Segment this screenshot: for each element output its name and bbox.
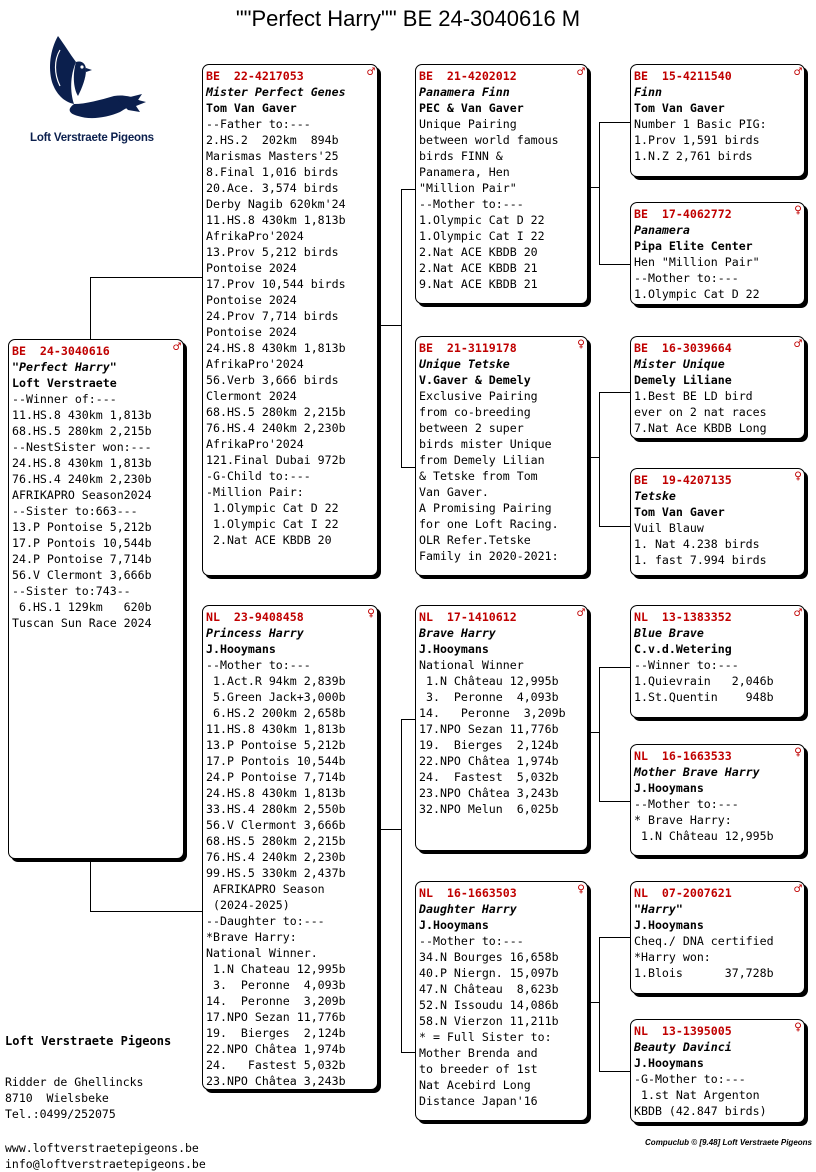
performance-line: 11.HS.8 430km 1,813b xyxy=(206,722,346,736)
performance-line: AfrikaPro'2024 xyxy=(206,437,304,451)
performance-line: 1.N.Z 2,761 birds xyxy=(634,149,753,163)
owner-name: J.Hooymans xyxy=(419,918,489,932)
performance-line: 47.N Château 8,623b xyxy=(419,982,559,996)
performance-line: 3. Peronne 4,093b xyxy=(206,978,346,992)
performance-line: Family in 2020-2021: xyxy=(419,549,559,563)
pedigree-card-dam-sire xyxy=(415,605,588,851)
performance-line: 6.HS.1 129km 620b xyxy=(12,600,152,614)
performance-line: KBDB (42.847 birds) xyxy=(634,1104,767,1118)
pigeon-name: Beauty Davinci xyxy=(634,1040,732,1054)
owner-name: J.Hooymans xyxy=(634,918,704,932)
pigeon-name: "Harry" xyxy=(634,902,683,916)
performance-line: 24.P Pontoise 7,714b xyxy=(12,552,152,566)
ring-number: BE 16-3039664 xyxy=(634,341,732,355)
performance-line: 11.HS.8 430km 1,813b xyxy=(206,213,346,227)
performance-line: Van Gaver. xyxy=(419,485,489,499)
connector-line xyxy=(599,392,632,393)
sex-symbol-icon: ♂ xyxy=(367,65,375,80)
performance-line: 68.HS.5 280km 2,215b xyxy=(206,834,346,848)
performance-line: Panamera, Hen xyxy=(419,165,510,179)
pigeon-name: Finn xyxy=(634,85,662,99)
footer-loft-name: Loft Verstraete Pigeons xyxy=(5,1034,172,1048)
performance-line: 56.V Clermont 3,666b xyxy=(12,568,152,582)
performance-line: 32.NPO Melun 6,025b xyxy=(419,802,559,816)
footer-address xyxy=(5,1058,143,1122)
ring-number: BE 24-3040616 xyxy=(12,344,110,358)
sex-symbol-icon: ♀ xyxy=(577,337,585,352)
performance-line: between world famous xyxy=(419,133,559,147)
performance-line: from co-breeding xyxy=(419,405,531,419)
ring-number: NL 13-1395005 xyxy=(634,1024,732,1038)
performance-line: 1.Prov 1,591 birds xyxy=(634,133,760,147)
ring-number: NL 13-1383352 xyxy=(634,610,732,624)
performance-line: --Mother to:--- xyxy=(634,797,739,811)
pigeon-name: Unique Tetske xyxy=(419,357,510,371)
performance-line: -G-Child to:--- xyxy=(206,469,311,483)
owner-name: J.Hooymans xyxy=(206,642,276,656)
pigeon-name: Mother Brave Harry xyxy=(634,765,760,779)
performance-line: 17.NPO Sezan 11,776b xyxy=(206,1010,346,1024)
owner-name: C.v.d.Wetering xyxy=(634,642,732,656)
performance-line: Pontoise 2024 xyxy=(206,325,297,339)
performance-line: 11.HS.8 430km 1,813b xyxy=(12,408,152,422)
performance-line: 24. Fastest 5,032b xyxy=(419,770,559,784)
performance-line: 14. Peronne 3,209b xyxy=(206,994,346,1008)
performance-line: 24.HS.8 430km 1,813b xyxy=(206,341,346,355)
connector-line xyxy=(599,801,632,802)
performance-line: *Brave Harry: xyxy=(206,930,297,944)
pigeon-name: Panamera Finn xyxy=(419,85,510,99)
performance-line: 8.Final 1,016 birds xyxy=(206,165,339,179)
ring-number: BE 22-4217053 xyxy=(206,69,304,83)
owner-name: Pipa Elite Center xyxy=(634,239,753,253)
connector-line xyxy=(599,264,632,265)
performance-line: 1.Quievrain 2,046b xyxy=(634,674,774,688)
performance-line: --Winner of:--- xyxy=(12,392,117,406)
performance-line: --Winner to:--- xyxy=(634,658,739,672)
ring-number: BE 19-4207135 xyxy=(634,473,732,487)
pedigree-card-sdd xyxy=(630,468,805,576)
performance-line: AFRIKAPRO Season xyxy=(206,882,325,896)
performance-line: 17.P Pontois 10,544b xyxy=(12,536,152,550)
performance-line: 1.St.Quentin 948b xyxy=(634,690,774,704)
email-link[interactable]: info@loftverstraetepigeons.be xyxy=(5,1157,206,1171)
connector-line xyxy=(380,829,402,830)
performance-line: Derby Nagib 620km'24 xyxy=(206,197,346,211)
connector-line xyxy=(599,122,600,265)
sex-symbol-icon: ♀ xyxy=(794,203,802,218)
sex-symbol-icon: ♀ xyxy=(794,469,802,484)
performance-line: Cheq./ DNA certified xyxy=(634,934,774,948)
pedigree-card-ssd xyxy=(630,202,805,305)
ring-number: NL 23-9408458 xyxy=(206,610,304,624)
performance-line: 17.NPO Sezan 11,776b xyxy=(419,722,559,736)
performance-line: --NestSister won:--- xyxy=(12,440,152,454)
pigeon-name: Daughter Harry xyxy=(419,902,517,916)
owner-name: J.Hooymans xyxy=(419,642,489,656)
performance-line: * = Full Sister to: xyxy=(419,1030,552,1044)
performance-line: birds FINN & xyxy=(419,149,503,163)
pigeon-name: Mister Unique xyxy=(634,357,725,371)
sex-symbol-icon: ♂ xyxy=(173,340,181,355)
performance-line: ever on 2 nat races xyxy=(634,405,767,419)
connector-line xyxy=(401,719,402,1053)
performance-line: 19. Bierges 2,124b xyxy=(419,738,559,752)
performance-line: Number 1 Basic PIG: xyxy=(634,117,767,131)
pigeon-name: Brave Harry xyxy=(419,626,496,640)
owner-name: V.Gaver & Demely xyxy=(419,373,531,387)
owner-name: Loft Verstraete xyxy=(12,376,117,390)
connector-line xyxy=(90,277,91,339)
pedigree-card-dds xyxy=(630,881,805,994)
sex-symbol-icon: ♀ xyxy=(577,882,585,897)
connector-line xyxy=(90,277,204,278)
owner-name: Tom Van Gaver xyxy=(634,101,725,115)
performance-line: 2.Nat ACE KBDB 20 xyxy=(206,533,332,547)
performance-line: 2.HS.2 202km 894b xyxy=(206,133,339,147)
sex-symbol-icon: ♂ xyxy=(577,65,585,80)
performance-line: 58.N Vierzon 11,211b xyxy=(419,1014,559,1028)
owner-name: Demely Liliane xyxy=(634,373,732,387)
performance-line: from Demely Lilian xyxy=(419,453,545,467)
performance-line: 17.Prov 10,544 birds xyxy=(206,277,346,291)
pedigree-card-sss xyxy=(630,64,805,177)
connector-line xyxy=(599,392,600,527)
performance-line: --Daughter to:--- xyxy=(206,914,325,928)
ring-number: BE 17-4062772 xyxy=(634,207,732,221)
pedigree-card-sire-sire xyxy=(415,64,588,304)
performance-line: 17.P Pontois 10,544b xyxy=(206,754,346,768)
performance-line: birds mister Unique xyxy=(419,437,552,451)
performance-line: 24.HS.8 430km 1,813b xyxy=(206,786,346,800)
performance-line: 24.Prov 7,714 birds xyxy=(206,309,339,323)
address-line: 8710 Wielsbeke xyxy=(5,1091,109,1105)
performance-line: AfrikaPro'2024 xyxy=(206,229,304,243)
performance-line: 68.HS.5 280km 2,215b xyxy=(12,424,152,438)
performance-line: 23.NPO Châtea 3,243b xyxy=(206,1074,346,1088)
pigeon-name: Panamera xyxy=(634,223,690,237)
performance-line: 23.NPO Châtea 3,243b xyxy=(419,786,559,800)
performance-line: 1.st Nat Argenton xyxy=(634,1088,760,1102)
performance-line: --Father to:--- xyxy=(206,117,311,131)
owner-name: Tom Van Gaver xyxy=(634,505,725,519)
performance-line: National Winner. xyxy=(206,946,318,960)
performance-line: * Brave Harry: xyxy=(634,813,732,827)
performance-line: 1.Olympic Cat D 22 xyxy=(634,287,760,301)
performance-line: --Mother to:--- xyxy=(419,934,524,948)
performance-line: 22.NPO Châtea 1,974b xyxy=(206,1042,346,1056)
performance-line: *Harry won: xyxy=(634,950,711,964)
performance-line: 1.Best BE LD bird xyxy=(634,389,753,403)
performance-line: 24.HS.8 430km 1,813b xyxy=(12,456,152,470)
performance-line: 1.Olympic Cat D 22 xyxy=(206,501,339,515)
performance-line: 121.Final Dubai 972b xyxy=(206,453,346,467)
sex-symbol-icon: ♀ xyxy=(794,1020,802,1035)
performance-line: Unique Pairing xyxy=(419,117,517,131)
performance-line: Vuil Blauw xyxy=(634,521,704,535)
sex-symbol-icon: ♂ xyxy=(794,882,802,897)
performance-line: Pontoise 2024 xyxy=(206,261,297,275)
performance-line: 1.Blois 37,728b xyxy=(634,966,774,980)
pedigree-card-dsd xyxy=(630,744,805,856)
performance-line: 34.N Bourges 16,658b xyxy=(419,950,559,964)
connector-line xyxy=(90,911,204,912)
performance-line: 20.Ace. 3,574 birds xyxy=(206,181,339,195)
sex-symbol-icon: ♀ xyxy=(794,745,802,760)
performance-line: 14. Peronne 3,209b xyxy=(419,706,566,720)
page-title: ""Perfect Harry"" BE 24-3040616 M xyxy=(235,6,581,31)
connector-line xyxy=(90,858,91,912)
address-line: Ridder de Ghellincks xyxy=(5,1075,144,1089)
owner-name: Tom Van Gaver xyxy=(206,101,297,115)
pedigree-card-dam xyxy=(202,605,378,1090)
performance-line: 5.Green Jack+3,000b xyxy=(206,690,346,704)
sex-symbol-icon: ♂ xyxy=(794,606,802,621)
connector-line xyxy=(599,122,632,123)
performance-line: 22.NPO Châtea 1,974b xyxy=(419,754,559,768)
performance-line: 68.HS.5 280km 2,215b xyxy=(206,405,346,419)
performance-line: 3. Peronne 4,093b xyxy=(419,690,559,704)
pedigree-card-ddd xyxy=(630,1019,805,1123)
performance-line: --Sister to:663--- xyxy=(12,504,138,518)
performance-line: 1. fast 7.994 birds xyxy=(634,553,767,567)
performance-line: A Promising Pairing xyxy=(419,501,552,515)
performance-line: AFRIKAPRO Season2024 xyxy=(12,488,152,502)
connector-line xyxy=(599,667,632,668)
performance-line: 1.Olympic Cat I 22 xyxy=(206,517,339,531)
performance-line: 13.Prov 5,212 birds xyxy=(206,245,339,259)
performance-line: 1.Olympic Cat I 22 xyxy=(419,229,545,243)
ring-number: BE 15-4211540 xyxy=(634,69,732,83)
performance-line: to breeder of 1st xyxy=(419,1062,538,1076)
performance-line: Pontoise 2024 xyxy=(206,293,297,307)
owner-name: J.Hooymans xyxy=(634,1056,704,1070)
performance-line: Mother Brenda and xyxy=(419,1046,538,1060)
ring-number: NL 16-1663503 xyxy=(419,886,517,900)
pedigree-card-dam-dam xyxy=(415,881,588,1121)
performance-line: AfrikaPro'2024 xyxy=(206,357,304,371)
performance-line: Marismas Masters'25 xyxy=(206,149,339,163)
pigeon-name: Princess Harry xyxy=(206,626,304,640)
performance-line: 19. Bierges 2,124b xyxy=(206,1026,346,1040)
connector-line xyxy=(599,667,600,802)
ring-number: BE 21-3119178 xyxy=(419,341,517,355)
performance-line: Clermont 2024 xyxy=(206,389,297,403)
connector-line xyxy=(380,325,402,326)
performance-line: 13.P Pontoise 5,212b xyxy=(206,738,346,752)
performance-line: 2.Nat ACE KBDB 20 xyxy=(419,245,538,259)
pigeon-name: "Perfect Harry" xyxy=(12,360,117,374)
performance-line: 99.HS.5 330km 2,437b xyxy=(206,866,346,880)
performance-line: 1.N Château 12,995b xyxy=(634,829,774,843)
performance-line: 13.P Pontoise 5,212b xyxy=(12,520,152,534)
performance-line: 7.Nat Ace KBDB Long xyxy=(634,421,767,435)
performance-line: 76.HS.4 240km 2,230b xyxy=(12,472,152,486)
connector-line xyxy=(599,937,600,1072)
performance-line: Tuscan Sun Race 2024 xyxy=(12,616,152,630)
performance-line: --Mother to:--- xyxy=(206,658,311,672)
sex-symbol-icon: ♂ xyxy=(577,606,585,621)
performance-line: 1. Nat 4.238 birds xyxy=(634,537,760,551)
pigeon-name: Mister Perfect Genes xyxy=(206,85,346,99)
performance-line: (2024-2025) xyxy=(206,898,290,912)
performance-line: 33.HS.4 280km 2,550b xyxy=(206,802,346,816)
performance-line: 52.N Issoudu 14,086b xyxy=(419,998,559,1012)
performance-line: 24.P Pontoise 7,714b xyxy=(206,770,346,784)
performance-line: 1.Olympic Cat D 22 xyxy=(419,213,545,227)
performance-line: 2.Nat ACE KBDB 21 xyxy=(419,261,538,275)
performance-line: 56.V Clermont 3,666b xyxy=(206,818,346,832)
pedigree-card-sds xyxy=(630,336,805,439)
performance-line: "Million Pair" xyxy=(419,181,517,195)
website-link[interactable]: www.loftverstraetepigeons.be xyxy=(5,1141,199,1155)
ring-number: NL 16-1663533 xyxy=(634,749,732,763)
connector-line xyxy=(599,1071,632,1072)
performance-line: -G-Mother to:--- xyxy=(634,1072,746,1086)
performance-line: OLR Refer.Tetske xyxy=(419,533,531,547)
address-line: Tel.:0499/252075 xyxy=(5,1107,116,1121)
performance-line: 6.HS.2 200km 2,658b xyxy=(206,706,346,720)
performance-line: -Million Pair: xyxy=(206,485,304,499)
performance-line: 1.N Château 12,995b xyxy=(419,674,559,688)
pedigree-card-sire-dam xyxy=(415,336,588,576)
pedigree-card-sire xyxy=(202,64,378,576)
performance-line: National Winner xyxy=(419,658,524,672)
pigeon-name: Blue Brave xyxy=(634,626,704,640)
ring-number: BE 21-4202012 xyxy=(419,69,517,83)
performance-line: for one Loft Racing. xyxy=(419,517,559,531)
sex-symbol-icon: ♂ xyxy=(794,65,802,80)
performance-line: between 2 super xyxy=(419,421,524,435)
pedigree-card-subject xyxy=(8,339,184,859)
performance-line: 76.HS.4 240km 2,230b xyxy=(206,850,346,864)
sex-symbol-icon: ♂ xyxy=(794,337,802,352)
performance-line: 1.N Chateau 12,995b xyxy=(206,962,346,976)
connector-line xyxy=(599,937,632,938)
performance-line: 9.Nat ACE KBDB 21 xyxy=(419,277,538,291)
performance-line: --Mother to:--- xyxy=(634,271,739,285)
performance-line: Distance Japan'16 xyxy=(419,1094,538,1108)
logo-text: Loft Verstraete Pigeons xyxy=(30,132,154,144)
connector-line xyxy=(599,526,632,527)
pedigree-card-dss xyxy=(630,605,805,718)
performance-line: --Mother to:--- xyxy=(419,197,524,211)
ring-number: NL 17-1410612 xyxy=(419,610,517,624)
performance-line: 56.Verb 3,666 birds xyxy=(206,373,339,387)
compuclub-credit: Compuclub © [9.48] Loft Verstraete Pigeons xyxy=(645,1138,812,1147)
sex-symbol-icon: ♀ xyxy=(367,606,375,621)
performance-line: Hen "Million Pair" xyxy=(634,255,760,269)
pigeon-name: Tetske xyxy=(634,489,676,503)
footer-contact xyxy=(5,1124,206,1172)
connector-line xyxy=(401,189,402,468)
owner-name: PEC & Van Gaver xyxy=(419,101,524,115)
performance-line: Nat Acebird Long xyxy=(419,1078,531,1092)
performance-line: 40.P Niergn. 15,097b xyxy=(419,966,559,980)
performance-line: 76.HS.4 240km 2,230b xyxy=(206,421,346,435)
performance-line: 24. Fastest 5,032b xyxy=(206,1058,346,1072)
owner-name: J.Hooymans xyxy=(634,781,704,795)
performance-line: 1.Act.R 94km 2,839b xyxy=(206,674,346,688)
performance-line: --Sister to:743-- xyxy=(12,584,131,598)
ring-number: NL 07-2007621 xyxy=(634,886,732,900)
performance-line: Exclusive Pairing xyxy=(419,389,538,403)
performance-line: & Tetske from Tom xyxy=(419,469,538,483)
